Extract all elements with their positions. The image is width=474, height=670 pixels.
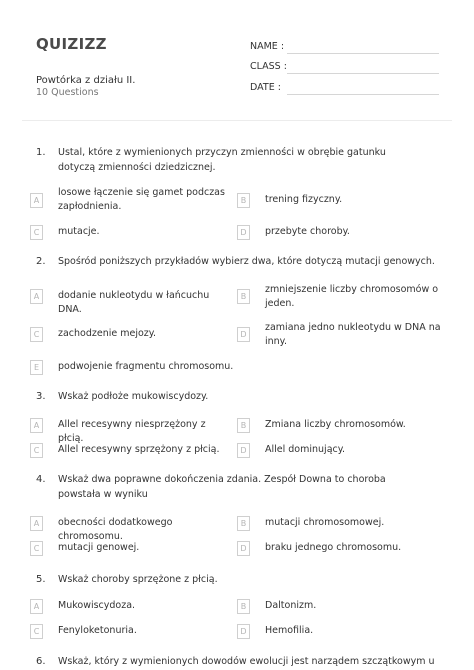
option-letter-box[interactable]: A — [30, 418, 43, 433]
question-number: 1. — [36, 147, 46, 158]
option-text: przebyte choroby. — [265, 226, 350, 237]
option-letter-box[interactable]: B — [237, 599, 250, 614]
option-text: dodanie nukleotydu w łańcuchu DNA. — [58, 290, 210, 315]
option-letter-box[interactable]: B — [237, 289, 250, 304]
option-text: Allel recesywny niesprzężony z płcią. — [58, 419, 206, 444]
question-text: Wskaż, który z wymienionych dowodów ewolucji jest narządem szczątkowym u — [58, 656, 435, 667]
quizizz-logo: QUIZIZZ — [36, 35, 107, 53]
option-letter-box[interactable]: C — [30, 541, 43, 556]
date-field-line[interactable] — [287, 94, 439, 95]
question-number: 6. — [36, 656, 46, 667]
option-text: mutacji chromosomowej. — [265, 517, 385, 528]
option-letter-box[interactable]: A — [30, 289, 43, 304]
header-divider — [22, 120, 452, 121]
option-text: zamiana jedno nukleotydu w DNA na inny. — [265, 322, 441, 347]
option-text: obecności dodatkowego chromosomu. — [58, 517, 173, 542]
option-letter-box[interactable]: D — [237, 443, 250, 458]
class-label: CLASS : — [250, 61, 287, 72]
option-letter-box[interactable]: B — [237, 418, 250, 433]
option-letter-box[interactable]: E — [30, 360, 43, 375]
option-text: Zmiana liczby chromosomów. — [265, 419, 406, 430]
option-letter-box[interactable]: A — [30, 599, 43, 614]
question-number: 3. — [36, 391, 46, 402]
option-text: Allel dominujący. — [265, 444, 346, 455]
option-letter-box[interactable]: B — [237, 193, 250, 208]
option-letter-box[interactable]: A — [30, 193, 43, 208]
option-text: braku jednego chromosomu. — [265, 542, 402, 553]
option-text: Mukowiscydoza. — [58, 600, 136, 611]
option-letter-box[interactable]: C — [30, 225, 43, 240]
option-text: Daltonizm. — [265, 600, 317, 611]
name-field-line[interactable] — [287, 53, 439, 54]
option-text: Fenyloketonuria. — [58, 625, 137, 636]
date-label: DATE : — [250, 82, 281, 93]
option-letter-box[interactable]: D — [237, 327, 250, 342]
question-number: 5. — [36, 574, 46, 585]
option-letter-box[interactable]: A — [30, 516, 43, 531]
option-letter-box[interactable]: D — [237, 624, 250, 639]
option-text: losowe łączenie się gamet podczas zapłodnienia. — [58, 187, 225, 212]
option-text: podwojenie fragmentu chromosomu. — [58, 361, 234, 372]
option-letter-box[interactable]: B — [237, 516, 250, 531]
option-letter-box[interactable]: C — [30, 327, 43, 342]
question-text: Spośród poniższych przykładów wybierz dwa, które dotyczą mutacji genowych. — [58, 256, 435, 267]
question-text: Wskaż podłoże mukowiscydozy. — [58, 391, 209, 402]
option-letter-box[interactable]: C — [30, 624, 43, 639]
option-text: trening fizyczny. — [265, 194, 343, 205]
option-text: zmniejszenie liczby chromosomów o jeden. — [265, 284, 439, 309]
worksheet-title: Powtórka z działu II. — [36, 75, 136, 86]
option-text: mutacji genowej. — [58, 542, 140, 553]
option-text: zachodzenie mejozy. — [58, 328, 157, 339]
option-text: mutacje. — [58, 226, 100, 237]
option-letter-box[interactable]: C — [30, 443, 43, 458]
question-text: Ustal, które z wymienionych przyczyn zmienności w obrębie gatunku dotyczą zmienności dziedzicznej. — [58, 147, 386, 173]
option-text: Hemofilia. — [265, 625, 314, 636]
class-field-line[interactable] — [287, 73, 439, 74]
question-count: 10 Questions — [36, 87, 99, 98]
option-text: Allel recesywny sprzężony z płcią. — [58, 444, 220, 455]
option-letter-box[interactable]: D — [237, 541, 250, 556]
name-label: NAME : — [250, 41, 285, 52]
question-number: 2. — [36, 256, 46, 267]
option-letter-box[interactable]: D — [237, 225, 250, 240]
question-text: Wskaż choroby sprzężone z płcią. — [58, 574, 218, 585]
question-text: Wskaż dwa poprawne dokończenia zdania. Zespół Downa to choroba powstała w wyniku — [58, 474, 386, 500]
question-number: 4. — [36, 474, 46, 485]
